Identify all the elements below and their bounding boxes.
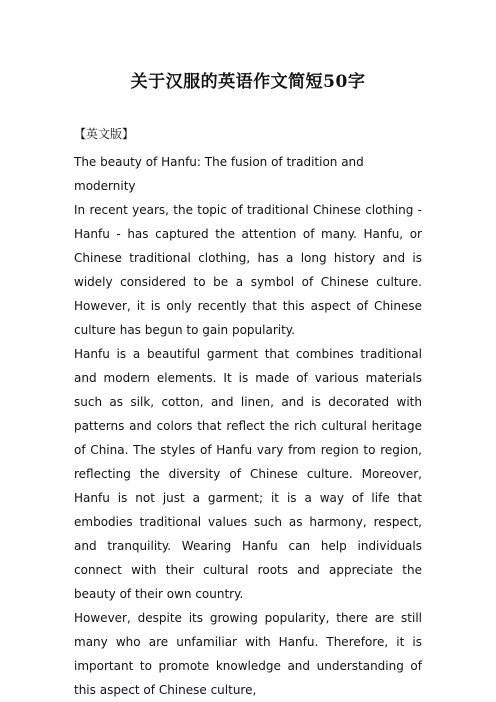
section-label: 【英文版】 bbox=[74, 127, 135, 141]
essay-subtitle: The beauty of Hanfu: The fusion of tradition and modernity bbox=[74, 155, 364, 193]
paragraph-2: Hanfu is a beautiful garment that combines traditional and modern elements. It is made of various materials such as silk, cotton, and linen, and is decorated with patterns and colors that reflect the rich cultural heritage of China. The styles of Hanfu vary from region to region, reflecting the diversity of Chinese culture. Moreover, Hanfu is not just a garment; it is a way of life that embodies traditional values such as harmony, respect, and tranquility. Wearing Hanfu can help individuals connect with their cultural roots and appreciate the beauty of their own country. bbox=[74, 347, 422, 601]
paragraph-3: However, despite its growing popularity, there are still many who are unfamiliar with Hanfu. Therefore, it is important to promote knowledge and understanding of this aspect of Chinese culture, bbox=[74, 611, 422, 697]
paragraph-1: In recent years, the topic of traditional Chinese clothing - Hanfu - has captured the attention of many. Hanfu, or Chinese traditional clothing, has a long history and is widely considered to be a symbol of Chinese culture. However, it is only recently that this aspect of Chinese culture has begun to gain popularity. bbox=[74, 203, 422, 337]
document-title: 关于汉服的英语作文简短50字 bbox=[130, 72, 366, 92]
